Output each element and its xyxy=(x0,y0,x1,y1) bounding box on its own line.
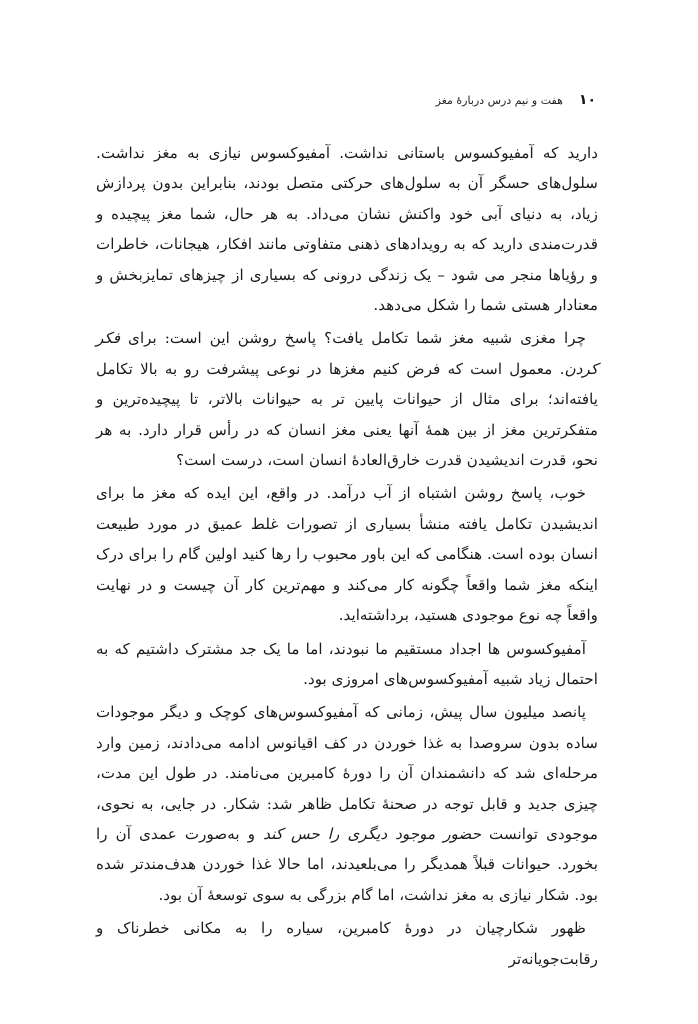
paragraph-text: دارید که آمفیوکسوس باستانی نداشت. آمفیوکسوس نیازی به مغز نداشت. سلول‌های حسگر آن به سلول‌های حرکتی متصل بودند، بنابراین بدون پردازش زیاد، به دنیای آبی خود واکنش نشان می‌داد. به هر حال، شما مغز پیچیده و قدرت‌مندی دارید که به رویدادهای ذهنی متفاوتی مانند افکار، هیجانات، خاطرات و رؤیاها منجر می شود – یک زندگی درونی که بسیاری از چیزهای تمایزبخش و معنادار هستی شما را شکل می‌دهد. xyxy=(96,144,598,315)
page-header xyxy=(102,92,596,114)
paragraph xyxy=(96,697,598,910)
paragraph xyxy=(96,323,598,475)
paragraph-text: ظهور شکارچیان در دورهٔ کامبرین، سیاره را به مکانی خطرناک و رقابت‌جویانه‌تر xyxy=(96,919,598,968)
paragraph xyxy=(96,913,598,974)
emphasized-text: حضور موجود دیگری را حس کند xyxy=(263,824,481,843)
paragraph xyxy=(96,478,598,630)
body-text xyxy=(96,138,598,977)
paragraph-text: آمفیوکسوس ها اجداد مستقیم ما نبودند، اما ما یک جد مشترک داشتیم که به احتمال زیاد شبیه آمفیوکسوس‌های امروزی بود. xyxy=(96,639,598,688)
running-title: هفت و نیم درس دربارهٔ مغز xyxy=(435,94,563,107)
emphasized-text: فکر کردن xyxy=(96,329,598,378)
paragraph-text: چرا مغزی شبیه مغز شما تکامل یافت؟ پاسخ روشن این است: برای xyxy=(120,329,586,348)
paragraph-text: و به‌صورت عمدی آن را بخورد. حیوانات قبلاً همدیگر را می‌بلعیدند، اما حالا غذا خوردن هدف‌مندتر شده بود. شکار نیازی به مغز نداشت، اما گام بزرگی به سوی توسعهٔ آن بود. xyxy=(96,824,598,904)
paragraph-text: . معمول است که فرض کنیم مغزها در نوعی پیشرفت رو به بالا تکامل یافته‌اند؛ برای مثال از حیوانات پایین تر به حیوانات بالاتر، تا پیچیده‌ترین و متفکرترین مغز از بین همهٔ آنها یعنی مغز انسان که در رأس قرار دارد. به هر نحو، قدرت اندیشیدن قدرت خارق‌العادهٔ انسان است، درست است؟ xyxy=(96,359,598,470)
paragraph xyxy=(96,634,598,695)
paragraph-text: خوب، پاسخ روشن اشتباه از آب درآمد. در واقع، این ایده که مغز ما برای اندیشیدن تکامل یافته منشأ بسیاری از تصورات غلط عمیق در مورد طبیعت انسان بوده است. هنگامی که این باور محبوب را رها کنید اولین گام را برای درک اینکه مغز شما واقعاً چگونه کار می‌کند و مهم‌ترین کار آن چیست و در نهایت واقعاً چه نوع موجودی هستید، برداشته‌اید. xyxy=(96,484,598,625)
page-number: ۱۰ xyxy=(578,92,596,108)
paragraph-text: پانصد میلیون سال پیش، زمانی که آمفیوکسوس‌های کوچک و دیگر موجودات ساده بدون سروصدا به غذا خوردن در کف اقیانوس ادامه می‌دادند، زمین وارد مرحله‌ای شد که دانشمندان آن را دورهٔ کامبرین می‌نامند. در طول این مدت، چیزی جدید و قابل توجه در صحنهٔ تکامل ظاهر شد: شکار. در جایی، به نحوی، موجودی توانست xyxy=(96,703,598,843)
paragraph xyxy=(96,138,598,320)
